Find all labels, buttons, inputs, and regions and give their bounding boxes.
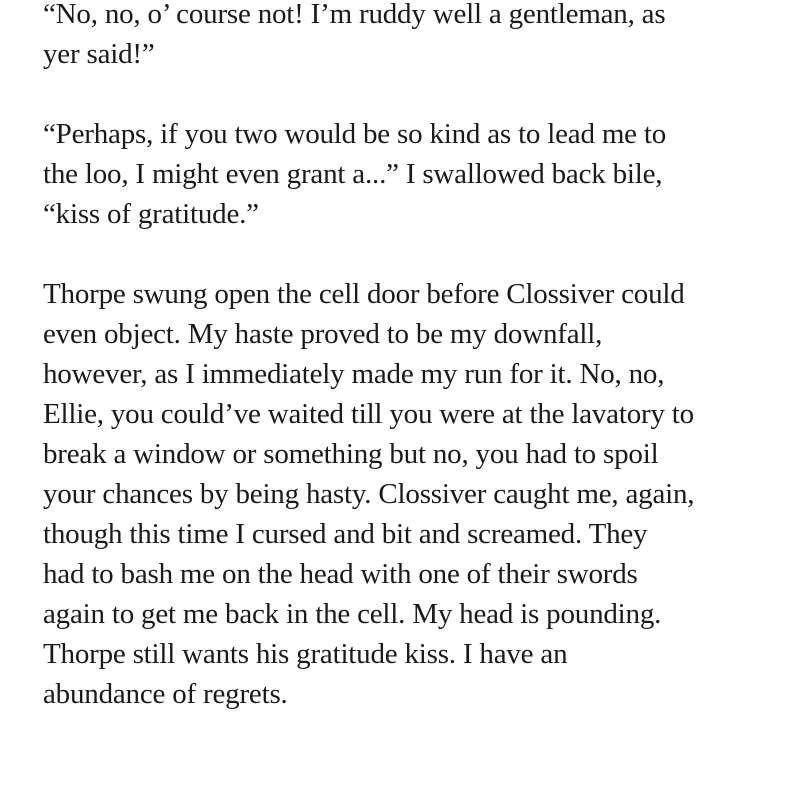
text-line: abundance of regrets. bbox=[43, 678, 288, 710]
text-line: even object. My haste proved to be my downfall, bbox=[43, 318, 603, 350]
text-line: Ellie, you could’ve waited till you were at the lavatory to bbox=[43, 398, 694, 430]
text-line: again to get me back in the cell. My head is pounding. bbox=[43, 598, 662, 630]
text-line: “Perhaps, if you two would be so kind as to lead me to bbox=[43, 118, 667, 150]
text-line: though this time I cursed and bit and screamed. They bbox=[43, 518, 648, 550]
body-text bbox=[43, 0, 793, 754]
text-line: break a window or something but no, you had to spoil bbox=[43, 438, 659, 470]
text-line: “No, no, o’ course not! I’m ruddy well a gentleman, as bbox=[43, 0, 666, 30]
paragraph-dialogue-loo bbox=[43, 114, 793, 234]
text-line: the loo, I might even grant a...” I swallowed back bile, bbox=[43, 158, 663, 190]
text-line: had to bash me on the head with one of their swords bbox=[43, 558, 638, 590]
text-line: yer said!” bbox=[43, 38, 155, 70]
text-line: your chances by being hasty. Clossiver caught me, again, bbox=[43, 478, 695, 510]
text-line: “kiss of gratitude.” bbox=[43, 198, 259, 230]
text-line: Thorpe swung open the cell door before Clossiver could bbox=[43, 278, 685, 310]
paragraph-narration-escape bbox=[43, 274, 793, 714]
text-line: however, as I immediately made my run for it. No, no, bbox=[43, 358, 665, 390]
paragraph-dialogue-gentleman bbox=[43, 0, 793, 74]
text-line: Thorpe still wants his gratitude kiss. I have an bbox=[43, 638, 568, 670]
